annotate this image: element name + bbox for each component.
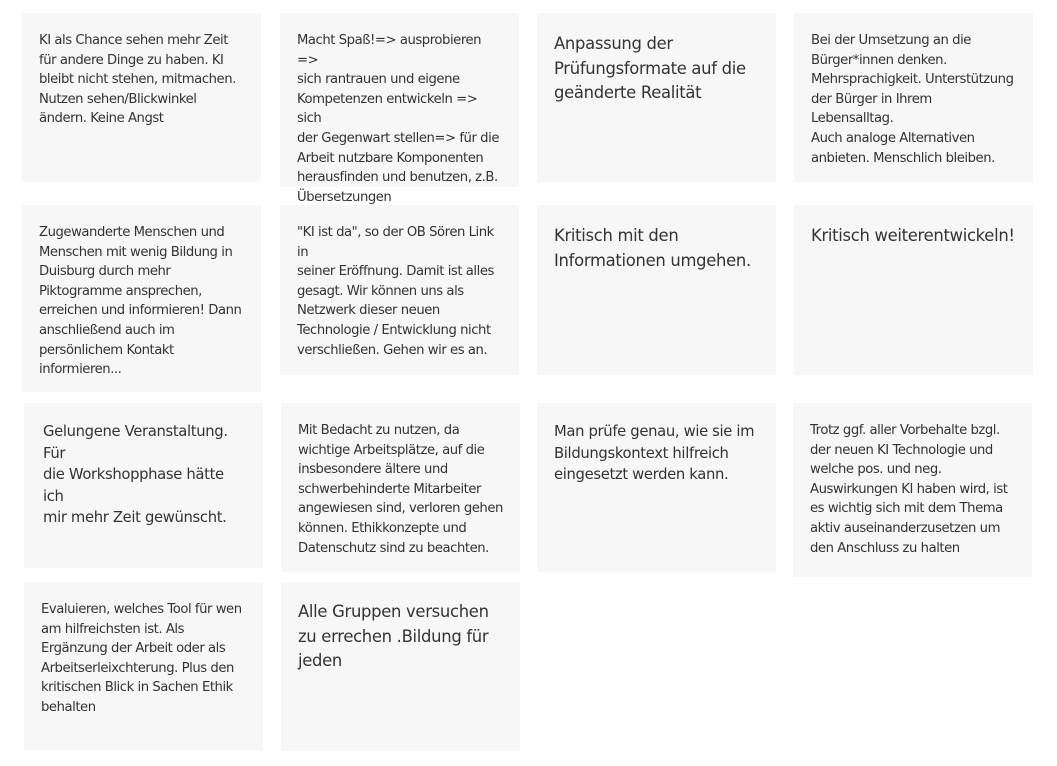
note-card[interactable]: [280, 205, 519, 375]
note-text: Evaluieren, welches Tool für wen am hilfreichsten ist. Als Ergänzung der Arbeit oder als Arbeitserleixchterung. Plus den kritischen Blick in Sachen Ethik behalten: [41, 602, 242, 715]
note-text: KI als Chance sehen mehr Zeit für andere Dinge zu haben. KI bleibt nicht stehen, mitmachen. Nutzen sehen/Blickwinkel ändern. Keine Angst: [39, 33, 236, 127]
note-card[interactable]: [793, 403, 1032, 577]
note-text: Bei der Umsetzung an die Bürger*innen denken. Mehrsprachigkeit. Unterstützung der Bürger in Ihrem Lebensalltag. Auch analoge Alternativen anbieten. Menschlich bleiben.: [811, 33, 1014, 166]
note-text: Mit Bedacht zu nutzen, da wichtige Arbeitsplätze, auf die insbesondere ältere und schwerbehinderte Mitarbeiter angewiesen sind, verloren gehen können. Ethikkonzepte und Datenschutz sind zu beachten.: [298, 423, 503, 556]
note-card[interactable]: [537, 13, 776, 182]
note-card[interactable]: [24, 582, 263, 750]
note-card[interactable]: [22, 13, 261, 182]
note-card[interactable]: [24, 403, 263, 568]
note-card[interactable]: [281, 582, 520, 751]
note-text: Trotz ggf. aller Vorbehalte bzgl. der neuen KI Technologie und welche pos. und neg. Auswirkungen KI haben wird, ist es wichtig sich mit dem Thema aktiv auseinanderzusetzen um den Anschluss zu halten: [810, 423, 1008, 556]
note-card[interactable]: [281, 403, 520, 572]
note-card[interactable]: [537, 205, 776, 375]
note-text: "KI ist da", so der OB Sören Link in seiner Eröffnung. Damit ist alles gesagt. Wir können uns als Netzwerk dieser neuen Technologie / Entwicklung nicht verschließen. Gehen wir es an.: [297, 225, 494, 358]
note-card[interactable]: [280, 13, 519, 205]
note-text: Alle Gruppen versuchen zu errechen .Bildung für jeden: [298, 602, 489, 671]
note-text: Kritisch weiterentwickeln!: [811, 226, 1015, 245]
note-card[interactable]: [794, 205, 1033, 375]
note-text: Anpassung der Prüfungsformate auf die geänderte Realität: [554, 34, 746, 103]
note-text: Man prüfe genau, wie sie im Bildungskontext hilfreich eingesetzt werden kann.: [554, 423, 755, 483]
note-card[interactable]: [794, 13, 1033, 182]
note-text: Kritisch mit den Informationen umgehen.: [554, 226, 751, 270]
note-card[interactable]: [537, 403, 776, 572]
note-text: Macht Spaß!=> ausprobieren => sich rantrauen und eigene Kompetenzen entwickeln => sich der Gegenwart stellen=> für die Arbeit nutzbare Komponenten herausfinden und benutzen, z.B. Übersetzungen: [297, 33, 499, 205]
note-card[interactable]: [22, 205, 261, 392]
note-text: Gelungene Veranstaltung. Für die Workshopphase hätte ich mir mehr Zeit gewünscht.: [43, 423, 228, 526]
note-text: Zugewanderte Menschen und Menschen mit wenig Bildung in Duisburg durch mehr Piktogramme ansprechen, erreichen und informieren! Dann anschließend auch im persönlichem Kontakt informieren...: [39, 225, 242, 378]
